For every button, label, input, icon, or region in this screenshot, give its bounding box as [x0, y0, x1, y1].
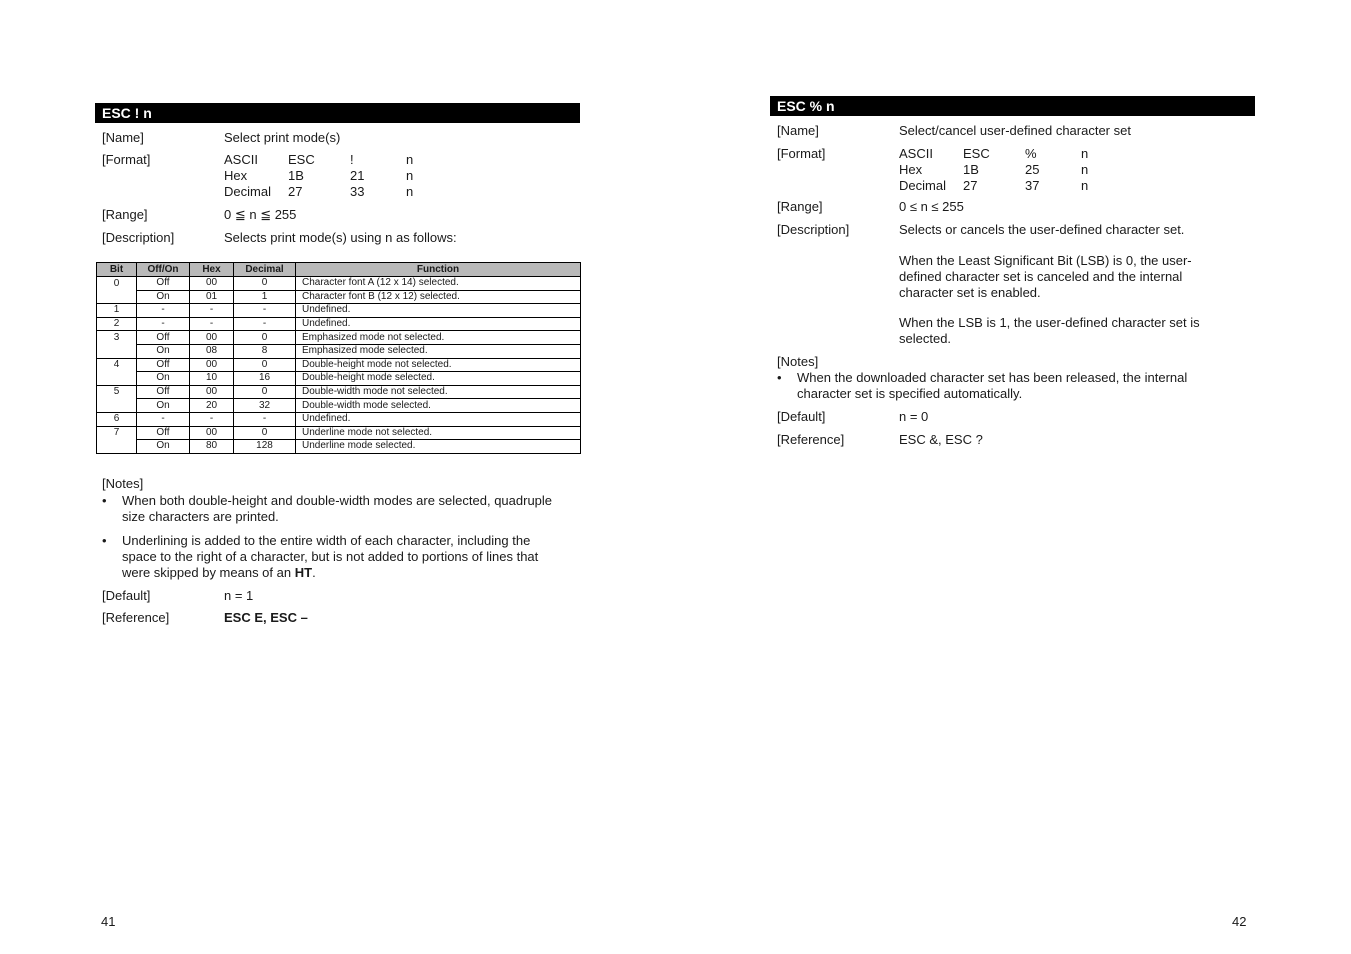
table-cell: 0	[97, 277, 137, 291]
table-cell: -	[137, 317, 190, 331]
format-cell: 27	[963, 178, 978, 193]
format-label: [Format]	[777, 146, 826, 161]
table-cell: 10	[190, 372, 234, 386]
format-cell: ESC	[963, 146, 990, 161]
table-cell: Off	[137, 331, 190, 345]
reference-value: ESC &, ESC ?	[899, 432, 983, 447]
table-cell: 3	[97, 331, 137, 345]
table-cell: 7	[97, 426, 137, 440]
table-cell: On	[137, 440, 190, 454]
format-cell: n	[406, 168, 414, 183]
table-cell: Off	[137, 426, 190, 440]
table-cell	[97, 440, 137, 454]
description-line: Selects or cancels the user-defined character set.	[899, 222, 1185, 237]
format-cell: 37	[1025, 178, 1040, 193]
table-cell: On	[137, 344, 190, 358]
table-cell: 08	[190, 344, 234, 358]
command-header: ESC ! n	[95, 103, 580, 123]
table-cell: Off	[137, 358, 190, 372]
table-cell: On	[137, 399, 190, 413]
table-row	[97, 277, 581, 291]
table-cell: -	[137, 412, 190, 426]
function-cell: Character font B (12 x 12) selected.	[296, 290, 581, 304]
table-cell: On	[137, 290, 190, 304]
page-number: 41	[101, 914, 116, 929]
table-cell: -	[190, 412, 234, 426]
table-row	[97, 358, 581, 372]
format-cell: 21	[350, 168, 365, 183]
note-text-main: Underlining is added to the entire width of each character, including the space to the right of a character, but is not added to portions of lines that were skipped by means of an	[122, 533, 539, 580]
table-cell: 5	[97, 385, 137, 399]
bullet-icon: •	[102, 533, 107, 548]
table-cell: Off	[137, 385, 190, 399]
column-header: Function	[296, 263, 581, 277]
table-row	[97, 317, 581, 331]
function-cell: Emphasized mode not selected.	[296, 331, 581, 345]
default-value: n = 0	[899, 409, 929, 424]
format-cell: 1B	[288, 168, 304, 183]
function-cell: Undefined.	[296, 412, 581, 426]
name-value: Select print mode(s)	[224, 130, 341, 145]
range-label: [Range]	[102, 207, 148, 222]
table-cell: -	[137, 304, 190, 318]
table-row	[97, 399, 581, 413]
page-right	[675, 0, 1351, 954]
note-text: When the downloaded character set has been released, the internal character set is specified automatically.	[797, 370, 1188, 401]
table-cell	[97, 290, 137, 304]
table-cell: 80	[190, 440, 234, 454]
function-cell: Underline mode not selected.	[296, 426, 581, 440]
table-cell: -	[190, 317, 234, 331]
function-cell: Double-height mode not selected.	[296, 358, 581, 372]
reference-label: [Reference]	[777, 432, 845, 447]
range-value: 0 ≤ n ≤ 255	[899, 199, 964, 214]
name-label: [Name]	[102, 130, 144, 145]
table-cell: On	[137, 372, 190, 386]
note-text-end: .	[312, 565, 316, 580]
format-cell: n	[406, 184, 414, 199]
format-cell: 1B	[963, 162, 979, 177]
function-cell: Double-width mode not selected.	[296, 385, 581, 399]
default-label: [Default]	[102, 588, 151, 603]
default-value: n = 1	[224, 588, 254, 603]
table-cell: 4	[97, 358, 137, 372]
column-header: Off/On	[137, 263, 190, 277]
format-cell: n	[406, 152, 414, 167]
description-value: Selects print mode(s) using n as follows:	[224, 230, 457, 245]
table-row	[97, 426, 581, 440]
table-cell: -	[234, 317, 296, 331]
table-cell: 2	[97, 317, 137, 331]
table-cell: 0	[234, 277, 296, 291]
column-header: Hex	[190, 263, 234, 277]
format-cell: n	[1081, 146, 1089, 161]
default-label: [Default]	[777, 409, 826, 424]
table-cell: 16	[234, 372, 296, 386]
range-label: [Range]	[777, 199, 823, 214]
page-left	[0, 0, 675, 954]
table-row	[97, 331, 581, 345]
column-header: Decimal	[234, 263, 296, 277]
format-cell: %	[1025, 146, 1037, 161]
notes-label: [Notes]	[102, 476, 144, 491]
function-cell: Undefined.	[296, 304, 581, 318]
format-cell: Decimal	[224, 184, 271, 199]
format-cell: 33	[350, 184, 365, 199]
table-cell: 01	[190, 290, 234, 304]
format-cell: Decimal	[899, 178, 946, 193]
bullet-icon: •	[102, 493, 107, 508]
table-cell: 00	[190, 277, 234, 291]
reference-value: ESC E, ESC –	[224, 610, 308, 625]
table-cell: Off	[137, 277, 190, 291]
table-row	[97, 290, 581, 304]
format-cell: 27	[288, 184, 303, 199]
format-cell: 25	[1025, 162, 1040, 177]
description-label: [Description]	[102, 230, 175, 245]
table-cell: -	[190, 304, 234, 318]
column-header: Bit	[97, 263, 137, 277]
table-cell: 00	[190, 385, 234, 399]
function-cell: Double-width mode selected.	[296, 399, 581, 413]
table-cell: 00	[190, 331, 234, 345]
table-cell	[97, 372, 137, 386]
function-cell: Undefined.	[296, 317, 581, 331]
table-row	[97, 372, 581, 386]
table-cell: 1	[234, 290, 296, 304]
reference-label: [Reference]	[102, 610, 170, 625]
name-label: [Name]	[777, 123, 819, 138]
table-cell: 00	[190, 426, 234, 440]
function-cell: Underline mode selected.	[296, 440, 581, 454]
format-cell: ASCII	[899, 146, 933, 161]
format-cell: n	[1081, 178, 1089, 193]
table-row	[97, 344, 581, 358]
table-cell: 8	[234, 344, 296, 358]
format-cell: ESC	[288, 152, 315, 167]
bit-function-table	[96, 262, 581, 454]
note-text: When both double-height and double-width modes are selected, quadruple size characters are printed.	[122, 493, 553, 524]
table-cell: 20	[190, 399, 234, 413]
table-cell: 1	[97, 304, 137, 318]
function-cell: Double-height mode selected.	[296, 372, 581, 386]
description-label: [Description]	[777, 222, 850, 237]
table-cell: 32	[234, 399, 296, 413]
range-value: 0 ≦ n ≦ 255	[224, 207, 297, 222]
name-value: Select/cancel user-defined character set	[899, 123, 1131, 138]
table-cell	[97, 344, 137, 358]
description-paragraph: When the LSB is 1, the user-defined character set is selected.	[899, 315, 1200, 346]
table-cell: 128	[234, 440, 296, 454]
format-cell: n	[1081, 162, 1089, 177]
table-header-row	[97, 263, 581, 277]
table-row	[97, 440, 581, 454]
format-cell: !	[350, 152, 354, 167]
table-cell	[97, 399, 137, 413]
table-cell: 0	[234, 426, 296, 440]
description-paragraph: When the Least Significant Bit (LSB) is 0, the user-defined character set is canceled and the internal character set is enabled.	[899, 253, 1192, 300]
format-cell: Hex	[224, 168, 248, 183]
table-cell: 0	[234, 358, 296, 372]
table-row	[97, 412, 581, 426]
table-cell: 6	[97, 412, 137, 426]
table-row	[97, 385, 581, 399]
format-cell: Hex	[899, 162, 923, 177]
page-number: 42	[1232, 914, 1247, 929]
table-cell: -	[234, 304, 296, 318]
format-cell: ASCII	[224, 152, 258, 167]
command-header: ESC % n	[770, 96, 1255, 116]
note-text-bold: HT	[294, 565, 313, 580]
function-cell: Emphasized mode selected.	[296, 344, 581, 358]
table-row	[97, 304, 581, 318]
note-text	[122, 533, 562, 581]
notes-label: [Notes]	[777, 354, 819, 369]
function-cell: Character font A (12 x 14) selected.	[296, 277, 581, 291]
table-cell: 0	[234, 331, 296, 345]
table-cell: 0	[234, 385, 296, 399]
format-label: [Format]	[102, 152, 151, 167]
table-cell: 00	[190, 358, 234, 372]
table-cell: -	[234, 412, 296, 426]
bullet-icon: •	[777, 370, 782, 385]
